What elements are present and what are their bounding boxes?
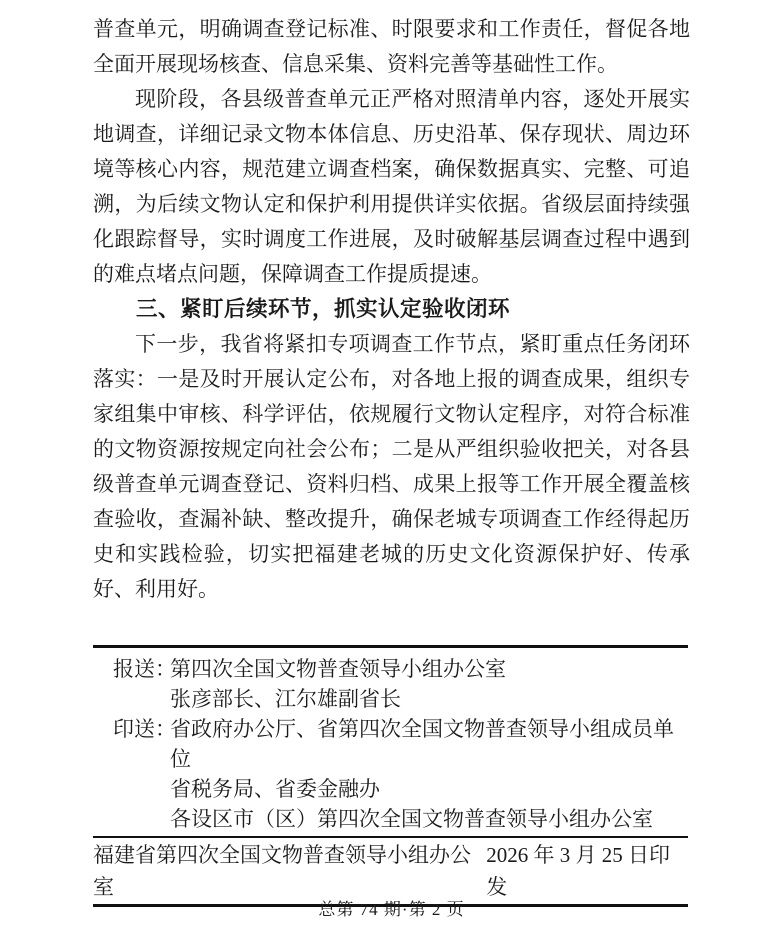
issuing-office: 福建省第四次全国文物普查领导小组办公室: [93, 843, 471, 899]
report-to-label: 报送：: [113, 657, 176, 681]
issue-page-number: 总第 74 期·第 2 页: [318, 900, 465, 919]
body-paragraph-3: 下一步，我省将紧扣专项调查工作节点，紧盯重点任务闭环落实：一是及时开展认定公布，对各地上报的调查成果，组织专家组集中审核、科学评估，依规履行文物认定程序，对符合标准的文物资源按规定向社会公布；二是从严组织验收把关，对各县级普查单元调查登记、资料归档、成果上报等工作开展全覆盖核查验收，查漏补缺、整改提升，确保老城专项调查工作经得起历史和实践检验，切实把福建老城的历史文化资源保护好、传承好、利用好。: [93, 332, 690, 601]
document-body: [93, 12, 690, 607]
copy-to-line-3: 各设区市（区）第四次全国文物普查领导小组办公室: [170, 807, 653, 831]
copy-to-line-2: 省税务局、省委金融办: [170, 777, 380, 801]
report-to-line-2: 张彦部长、江尔雄副省长: [170, 687, 401, 711]
body-paragraph-continuation: 普查单元，明确调查登记标准、时限要求和工作责任，督促各地全面开展现场核查、信息采集、资料完善等基础性工作。: [93, 17, 690, 76]
report-to-row: [93, 654, 688, 684]
copy-to-row-2: [93, 774, 688, 804]
report-to-line-1: 第四次全国文物普查领导小组办公室: [170, 657, 506, 681]
body-paragraph-2: 现阶段，各县级普查单元正严格对照清单内容，逐处开展实地调查，详细记录文物本体信息、历史沿革、保存现状、周边环境等核心内容，规范建立调查档案，确保数据真实、完整、可追溯，为后续文物认定和保护利用提供详实依据。省级层面持续强化跟踪督导，实时调度工作进展，及时破解基层调查过程中遇到的难点堵点问题，保障调查工作提质提速。: [93, 87, 690, 286]
copy-to-label: 印送：: [113, 717, 176, 741]
section-3-heading: 三、紧盯后续环节，抓实认定验收闭环: [136, 297, 511, 321]
print-date: 2026 年 3 月 25 日印发: [486, 843, 670, 899]
copy-to-row-3: [93, 804, 688, 834]
report-to-row-2: [93, 684, 688, 714]
copy-to-line-1: 省政府办公厅、省第四次全国文物普查领导小组成员单位: [170, 717, 674, 771]
copy-to-row: [93, 714, 688, 774]
distribution-rows: [93, 648, 688, 836]
distribution-block: [93, 645, 688, 907]
